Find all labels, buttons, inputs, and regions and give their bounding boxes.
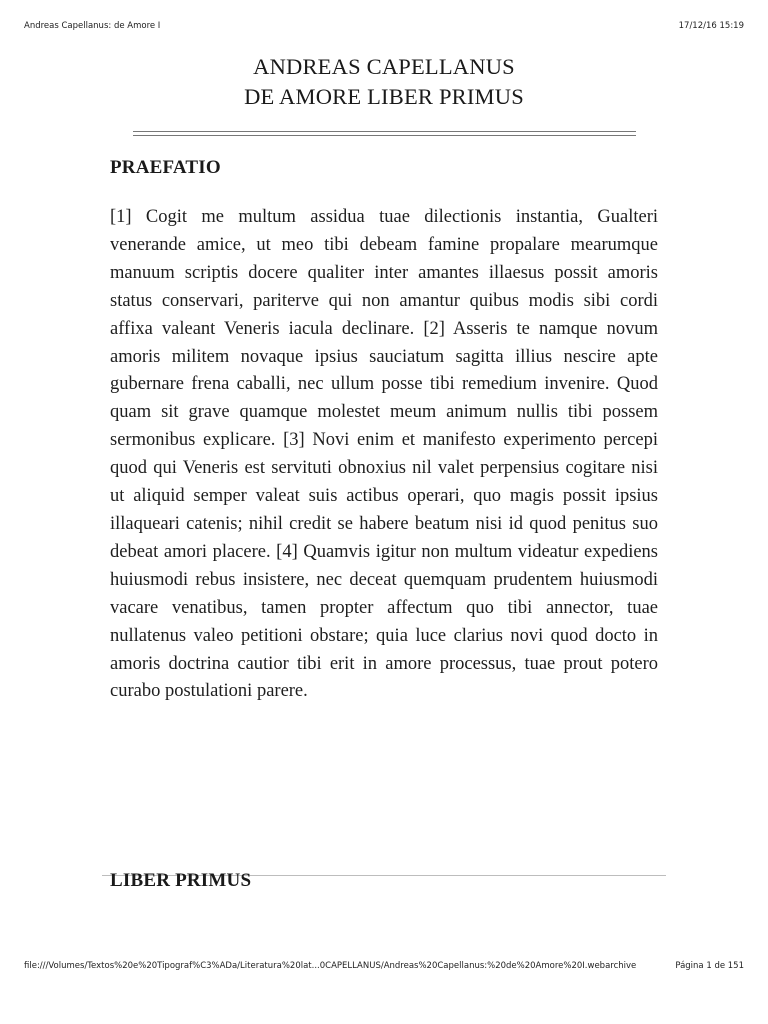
title-work: DE AMORE LIBER PRIMUS — [244, 84, 524, 109]
print-header-title: Andreas Capellanus: de Amore I — [24, 21, 161, 31]
document-title — [0, 52, 768, 112]
title-author: ANDREAS CAPELLANUS — [253, 54, 515, 79]
print-header — [24, 21, 744, 31]
print-footer-url: file:///Volumes/Textos%20e%20Tipograf%C3%ADa/Literatura%20lat...0CAPELLANUS/Andreas%20Capellanus:%20de%20Amore%20I.webarchive — [24, 961, 637, 971]
praefatio-paragraph: [1] Cogit me multum assidua tuae dilectionis instantia, Gualteri venerande amice, ut meo tibi debeam famine propalare mearumque manuum scriptis docere qualiter inter amantes illaesus possit amoris status conservari, pariterve qui non amantur quibus modis sibi cordi affixa valeant Veneris iacula declinare. [2] Asseris te namque novum amoris militem novaque ipsius sauciatum sagitta illius nescire apte gubernare frena caballi, nec ullum posse tibi remedium invenire. Quod quam sit grave quamque molestet meum animum nullis tibi possem sermonibus explicare. [3] Novi enim et manifesto experimento percepi quod qui Veneris est servituti obnoxius nil valet perpensius cogitare nisi ut aliquid semper valeat suis actibus operari, quo magis possit ipsius illaqueari catenis; nihil credit se habere beatum nisi id quod penitus suo debeat amori placere. [4] Quamvis igitur non multum videatur expediens huiusmodi rebus insistere, nec deceat quemquam prudentem huiusmodi vacare venatibus, tamen propter affectum quo tibi annector, tuae nullatenus valeo petitioni obstare; quia luce clarius novi quod docto in amoris doctrina cautior tibi erit in amore processus, tuae prout potero curabo postulationi parere. — [110, 207, 658, 702]
section-heading-praefatio: PRAEFATIO — [110, 157, 221, 178]
print-footer — [24, 961, 744, 971]
print-header-datetime: 17/12/16 15:19 — [678, 21, 744, 31]
print-footer-page-number: Página 1 de 151 — [675, 961, 744, 971]
section-heading-liber-primus: LIBER PRIMUS — [110, 870, 252, 891]
title-divider — [133, 131, 636, 136]
